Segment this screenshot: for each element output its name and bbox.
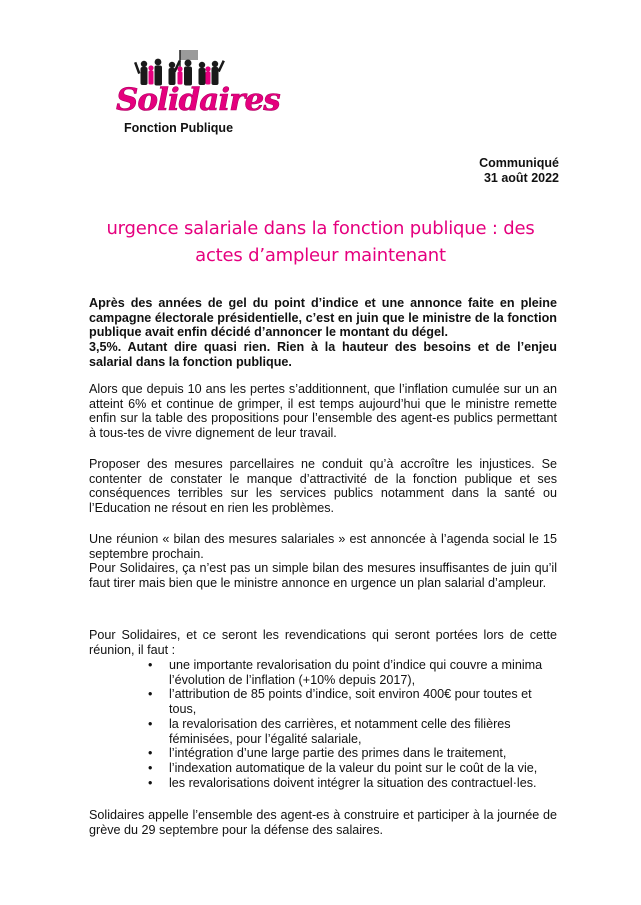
document-type: Communiqué	[479, 156, 559, 170]
title-line-1: urgence salariale dans la fonction publique : des	[106, 218, 535, 239]
page-title	[80, 215, 561, 269]
demand-text: la revalorisation des carrières, et notamment celle des filières féminisées, pour l’égalité salariale,	[169, 716, 511, 746]
paragraph-measures	[89, 457, 557, 516]
meeting-line-2: Pour Solidaires, ça n’est pas un simple bilan des mesures insuffisantes de juin qu’il faut tirer mais bien que le ministre annonce en urgence un plan salarial d’ampleur.	[89, 561, 557, 591]
list-item	[148, 776, 556, 791]
paragraph-text: Proposer des mesures parcellaires ne conduit qu’à accroître les injustices. Se contenter de constater le manque d’attractivité de la fonction publique et ses conséquences terribles sur les services publics notamment dans la santé ou l’Education ne résout en rien les problèmes.	[89, 457, 557, 516]
communique-header	[479, 156, 559, 186]
demands-list	[148, 658, 556, 790]
list-item	[148, 658, 556, 687]
paragraph-demands-intro	[89, 628, 557, 657]
demand-text: les revalorisations doivent intégrer la situation des contractuel·les.	[169, 775, 537, 790]
paragraph-meeting	[89, 532, 557, 591]
demand-text: l’attribution de 85 points d’indice, soit environ 400€ pour toutes et tous,	[169, 687, 532, 717]
bullet-icon: •	[148, 716, 153, 731]
list-item	[148, 717, 556, 746]
paragraph-text: Alors que depuis 10 ans les pertes s’additionnent, que l’inflation cumulée sur un an atteint 6% et continue de grimper, il est temps aujourd’hui que le ministre remette enfin sur la table des propositions pour l’ensemble des agent-es publics permettant à tous-tes de vivre dignement de leur travail.	[89, 382, 557, 441]
logo-brand-text: Solidaires	[116, 82, 280, 118]
closing-paragraph	[89, 808, 557, 837]
list-item	[148, 687, 556, 716]
bullet-icon: •	[148, 760, 153, 775]
paragraph-text: Pour Solidaires, et ce seront les revendications qui seront portées lors de cette réunion, il faut :	[89, 628, 557, 657]
list-item	[148, 746, 556, 761]
intro-line-1: Après des années de gel du point d’indice et une annonce faite en pleine campagne électorale présidentielle, c’est en juin que le ministre de la fonction publique avait enfin décidé d’annoncer le montant du dégel.	[89, 296, 557, 340]
bullet-icon: •	[148, 775, 153, 790]
meeting-line-1: Une réunion « bilan des mesures salariales » est annoncée à l’agenda social le 15 septembre prochain.	[89, 532, 557, 561]
paragraph-text: Solidaires appelle l’ensemble des agent-es à construire et participer à la journée de grève du 29 septembre pour la défense des salaires.	[89, 808, 557, 837]
list-item	[148, 761, 556, 776]
intro-line-2: 3,5%. Autant dire quasi rien. Rien à la hauteur des besoins et de l’enjeu salarial dans la fonction publique.	[89, 340, 557, 369]
bullet-icon: •	[148, 687, 153, 702]
demand-text: l’intégration d’une large partie des primes dans le traitement,	[169, 746, 507, 761]
demand-text: une importante revalorisation du point d’indice qui couvre a minima l’évolution de l’inflation (+10% depuis 2017),	[169, 658, 543, 687]
paragraph-inflation	[89, 382, 557, 441]
bullet-icon: •	[148, 658, 153, 672]
bullet-icon: •	[148, 746, 153, 761]
solidaires-logo	[112, 48, 280, 140]
demand-text: l’indexation automatique de la valeur du point sur le coût de la vie,	[169, 760, 538, 775]
logo-subtitle: Fonction Publique	[124, 121, 234, 135]
document-date: 31 août 2022	[483, 171, 559, 185]
title-line-2: actes d’ampleur maintenant	[195, 245, 446, 266]
intro-paragraph	[89, 296, 557, 370]
